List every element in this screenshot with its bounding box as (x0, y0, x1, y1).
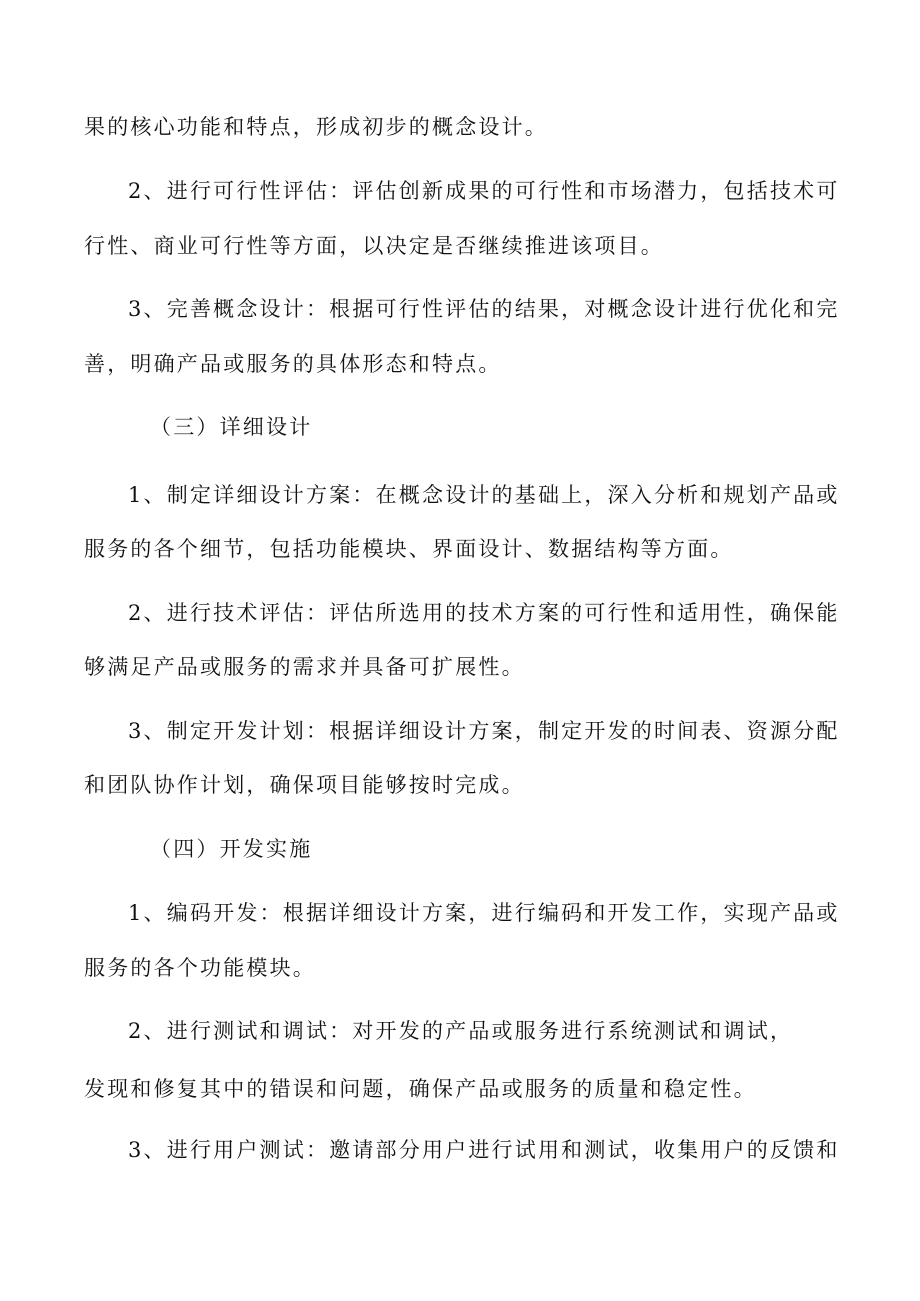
paragraph-line: 服务的各个功能模块。 (84, 956, 316, 980)
paragraph-line: 够满足产品或服务的需求并具备可扩展性。 (84, 655, 525, 679)
paragraph-line: 3、制定开发计划：根据详细设计方案，制定开发的时间表、资源分配 (128, 719, 840, 743)
paragraph-line: 服务的各个细节，包括功能模块、界面设计、数据结构等方面。 (84, 537, 734, 561)
paragraph-line: 果的核心功能和特点，形成初步的概念设计。 (84, 115, 548, 139)
paragraph-line: 3、完善概念设计：根据可行性评估的结果，对概念设计进行优化和完 (128, 297, 840, 321)
paragraph-line: 善，明确产品或服务的具体形态和特点。 (84, 352, 502, 376)
paragraph-line: 3、进行用户测试：邀请部分用户进行试用和测试，收集用户的反馈和 (128, 1138, 840, 1162)
paragraph-line: 1、编码开发：根据详细设计方案，进行编码和开发工作，实现产品或 (128, 901, 840, 925)
paragraph-line: 2、进行测试和调试：对开发的产品或服务进行系统测试和调试， (128, 1019, 794, 1043)
paragraph-line: 1、制定详细设计方案：在概念设计的基础上，深入分析和规划产品或 (128, 483, 840, 507)
paragraph-line: 行性、商业可行性等方面，以决定是否继续推进该项目。 (84, 234, 664, 258)
paragraph-line: 发现和修复其中的错误和问题，确保产品或服务的质量和稳定性。 (84, 1077, 757, 1101)
section-heading: （三）详细设计 (150, 415, 313, 439)
section-heading: （四）开发实施 (150, 837, 313, 861)
paragraph-line: 和团队协作计划，确保项目能够按时完成。 (84, 773, 525, 797)
paragraph-line: 2、进行技术评估：评估所选用的技术方案的可行性和适用性，确保能 (128, 601, 840, 625)
paragraph-line: 2、进行可行性评估：评估创新成果的可行性和市场潜力，包括技术可 (128, 179, 840, 203)
